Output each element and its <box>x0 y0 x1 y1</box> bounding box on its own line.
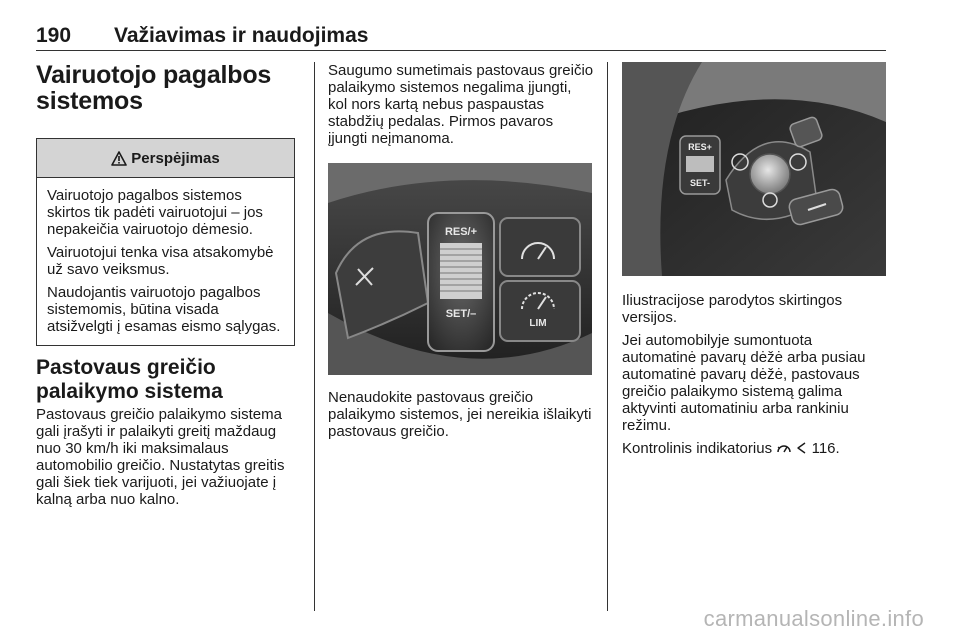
column-divider <box>314 62 315 611</box>
figure-illustration <box>328 163 592 375</box>
indicator-text: Kontrolinis indikatorius <box>622 440 773 457</box>
column-divider <box>607 62 608 611</box>
res-plus-label: RES/+ <box>444 226 478 238</box>
column-right <box>622 62 886 457</box>
steering-wheel-variant-figure <box>622 62 886 276</box>
safety-paragraph: Saugumo sumetimais pastovaus greičio palaikymo sistemos negalima įjungti, kol nors kartą nebus paspaustas stabdžių pedalas. Pirmos pavaros įjungti neįmanoma. <box>328 62 594 147</box>
page-reference-arrow-icon <box>796 442 807 454</box>
automatic-gearbox-note: Jei automobilyje sumontuota automatinė pavarų dėžė arba pusiau automatinė pavarų dėžė, pastovaus greičio palaikymo sistemą galima aktyvinti automatiniu arba rankiniu režimu. <box>622 332 866 434</box>
warning-header <box>37 139 294 178</box>
warning-paragraph: Vairuotojo pagalbos sistemos skirtos tik padėti vairuotojui – jos nepakeičia vairuotojo dėmesio. <box>47 187 263 238</box>
set-minus-label: SET- <box>689 178 711 188</box>
figure-illustration <box>622 62 886 276</box>
cruise-description: Pastovaus greičio palaikymo sistema gali įrašyti ir palaikyti greitį maždaug nuo 30 km/h iki maksimalaus automobilio greičio. Nustatytas greitis gali šiek tiek varijuoti, jei važiuojate į kalną arba nuo kalno. <box>36 406 285 508</box>
indicator-reference <box>622 440 886 457</box>
running-title: Važiavimas ir naudojimas <box>114 24 369 47</box>
column-middle <box>328 62 594 440</box>
warning-paragraph: Vairuotojui tenka visa atsakomybė už savo veiksmus. <box>47 244 274 278</box>
warning-box <box>36 138 295 346</box>
steering-wheel-controls-figure <box>328 163 592 375</box>
page-number: 190 <box>36 24 72 47</box>
warning-body <box>37 178 294 345</box>
set-minus-label: SET/– <box>445 308 477 320</box>
lim-label: LIM <box>529 318 547 329</box>
warning-triangle-icon <box>111 151 127 166</box>
section-title: Vairuotojo pagalbos sistemos <box>36 61 272 115</box>
page-header <box>36 22 886 51</box>
versions-note: Iliustracijose parodytos skirtingos versijos. <box>622 292 843 326</box>
indicator-page: 116. <box>811 440 840 457</box>
warning-paragraph: Naudojantis vairuotojo pagalbos sistemomis, būtina visada atsižvelgti į esamas eismo sąlygas. <box>47 284 281 335</box>
res-plus-label: RES+ <box>688 142 712 152</box>
cruise-control-indicator-icon <box>776 441 792 454</box>
subsection-title: Pastovaus greičio palaikymo sistema <box>36 356 223 403</box>
watermark: carmanualsonline.info <box>703 606 924 631</box>
column-left <box>36 62 298 508</box>
warning-title: Perspėjimas <box>131 149 220 167</box>
usage-note: Nenaudokite pastovaus greičio palaikymo sistemos, jei nereikia išlaikyti pastovaus greičio. <box>328 389 592 440</box>
